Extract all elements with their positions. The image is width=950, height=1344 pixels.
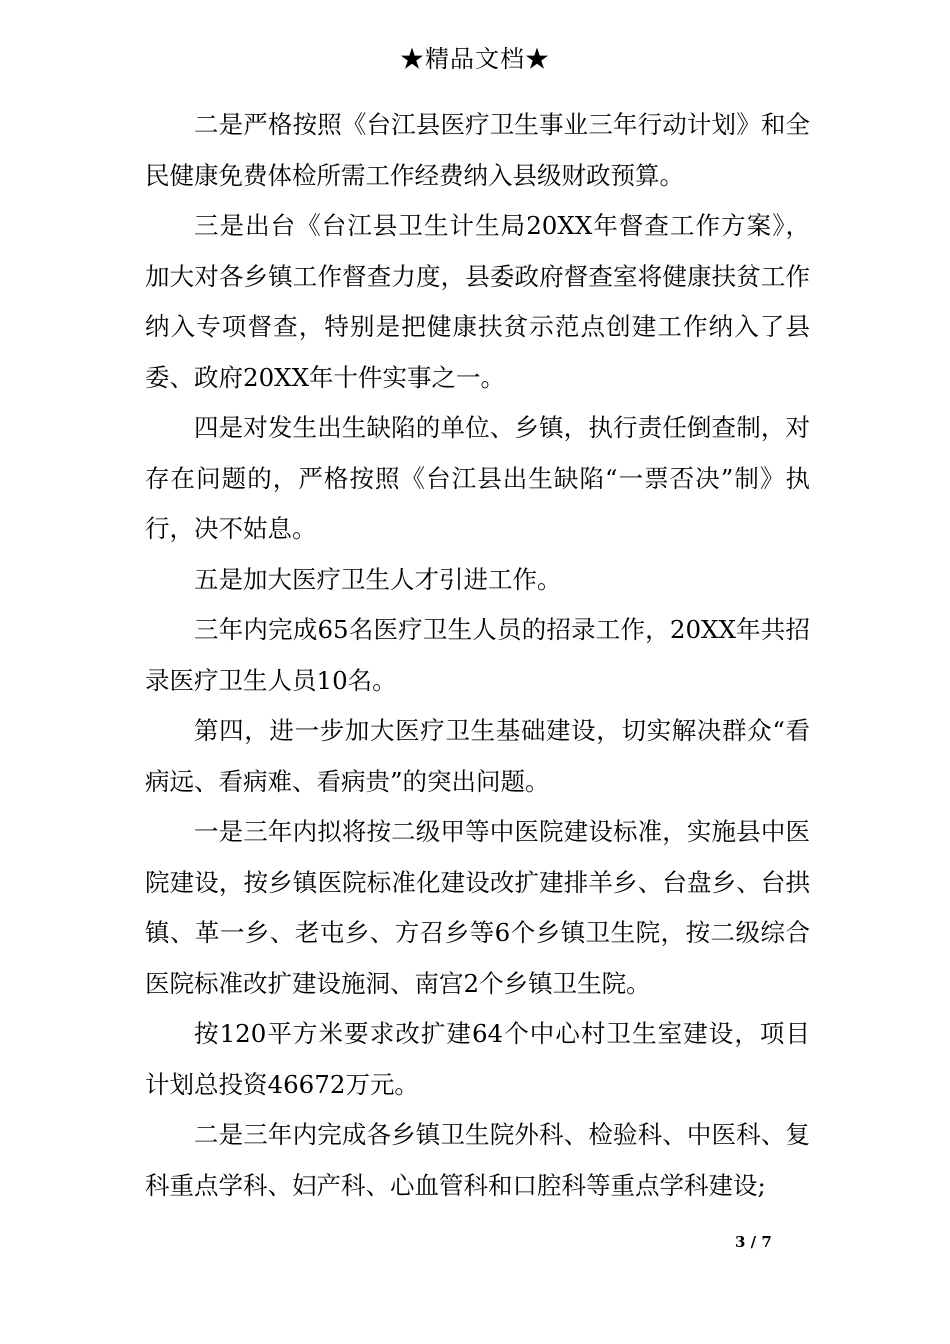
page-header-title: ★精品文档★ xyxy=(400,45,550,73)
page-number: 3 / 7 xyxy=(735,1233,772,1251)
paragraph-2: 三是出台《台江县卫生计生局20XX年督查工作方案》，加大对各乡镇工作督查力度，县委政府督查室将健康扶贫工作纳入专项督查，特别是把健康扶贫示范点创建工作纳入了县委、政府20XX年十件实事之一。 xyxy=(145,211,810,392)
document-body xyxy=(145,100,810,1211)
paragraph-9: 二是三年内完成各乡镇卫生院外科、检验科、中医科、复科重点学科、妇产科、心血管科和口腔科等重点学科建设; xyxy=(145,1120,810,1200)
paragraph-8: 按120平方米要求改扩建64个中心村卫生室建设，项目计划总投资46672万元。 xyxy=(145,1019,810,1099)
paragraph-6: 第四，进一步加大医疗卫生基础建设，切实解决群众“看病远、看病难、看病贵”的突出问题。 xyxy=(145,716,810,796)
paragraph-5: 三年内完成65名医疗卫生人员的招录工作，20XX年共招录医疗卫生人员10名。 xyxy=(145,615,810,695)
paragraph-7: 一是三年内拟将按二级甲等中医院建设标准，实施县中医院建设，按乡镇医院标准化建设改扩建排羊乡、台盘乡、台拱镇、革一乡、老屯乡、方召乡等6个乡镇卫生院，按二级综合医院标准改扩建设施洞、南宫2个乡镇卫生院。 xyxy=(145,817,810,998)
paragraph-1: 二是严格按照《台江县医疗卫生事业三年行动计划》和全民健康免费体检所需工作经费纳入县级财政预算。 xyxy=(145,110,810,190)
paragraph-3: 四是对发生出生缺陷的单位、乡镇，执行责任倒查制，对存在问题的，严格按照《台江县出生缺陷“一票否决”制》执行，决不姑息。 xyxy=(145,413,810,543)
paragraph-4: 五是加大医疗卫生人才引进工作。 xyxy=(194,564,562,594)
